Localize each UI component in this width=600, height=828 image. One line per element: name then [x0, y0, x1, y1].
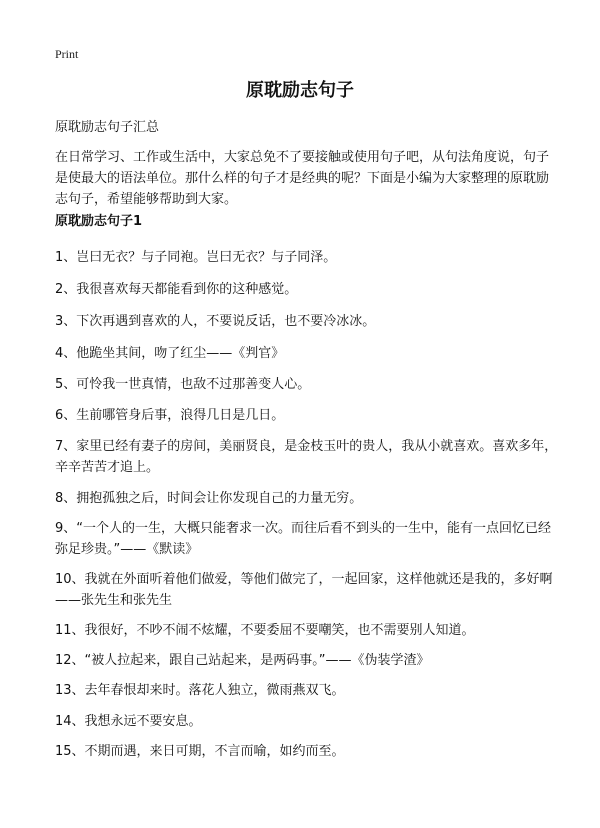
quote-item: 2、我很喜欢每天都能看到你的这种感觉。 [55, 282, 298, 297]
quote-item: 9、“一个人的一生，大概只能奢求一次。而往后看不到头的一生中，能有一点回忆已经弥足珍贵。”——《默读》 [55, 521, 552, 557]
quote-item: 3、下次再遇到喜欢的人，不要说反话，也不要冷冰冰。 [55, 314, 376, 329]
quote-item: 5、可怜我一世真情，也敌不过那善变人心。 [55, 377, 311, 392]
quote-item: 1、岂曰无衣？与子同袍。岂曰无衣？与子同泽。 [55, 250, 337, 265]
quote-item: 14、我想永远不要安息。 [55, 714, 202, 729]
quote-item: 10、我就在外面听着他们做爱，等他们做完了，一起回家，这样他就还是我的，多好啊——张先生和张先生 [55, 572, 553, 608]
quote-item: 11、我很好，不吵不闹不炫耀，不要委屈不要嘲笑，也不需要别人知道。 [55, 623, 475, 638]
print-link[interactable]: Print [55, 47, 79, 61]
quote-item: 4、他跪坐其间，吻了红尘——《判官》 [55, 346, 285, 361]
quote-item: 7、家里已经有妻子的房间，美丽贤良，是金枝玉叶的贵人，我从小就喜欢。喜欢多年，辛辛苦苦才追上。 [55, 439, 558, 475]
intro-paragraph: 在日常学习、工作或生活中，大家总免不了要接触或使用句子吧，从句法角度说，句子是使最大的语法单位。那什么样的句子才是经典的呢？下面是小编为大家整理的原耽励志句子，希望能够帮助到大家。 [55, 150, 550, 207]
subtitle: 原耽励志句子汇总 [55, 120, 160, 135]
quote-item: 13、去年春恨却来时。落花人独立，微雨燕双飞。 [55, 683, 345, 698]
quote-item: 15、不期而遇，来日可期，不言而喻，如约而至。 [55, 744, 345, 759]
quote-item: 12、“被人拉起来，跟自己站起来，是两码事。”——《伪装学渣》 [55, 653, 430, 668]
section-heading: 原耽励志句子1 [55, 214, 143, 229]
quote-item: 6、生前哪管身后事，浪得几日是几日。 [55, 408, 285, 423]
page-title: 原耽励志句子 [246, 80, 354, 101]
quote-item: 8、拥抱孤独之后，时间会让你发现自己的力量无穷。 [55, 491, 363, 506]
